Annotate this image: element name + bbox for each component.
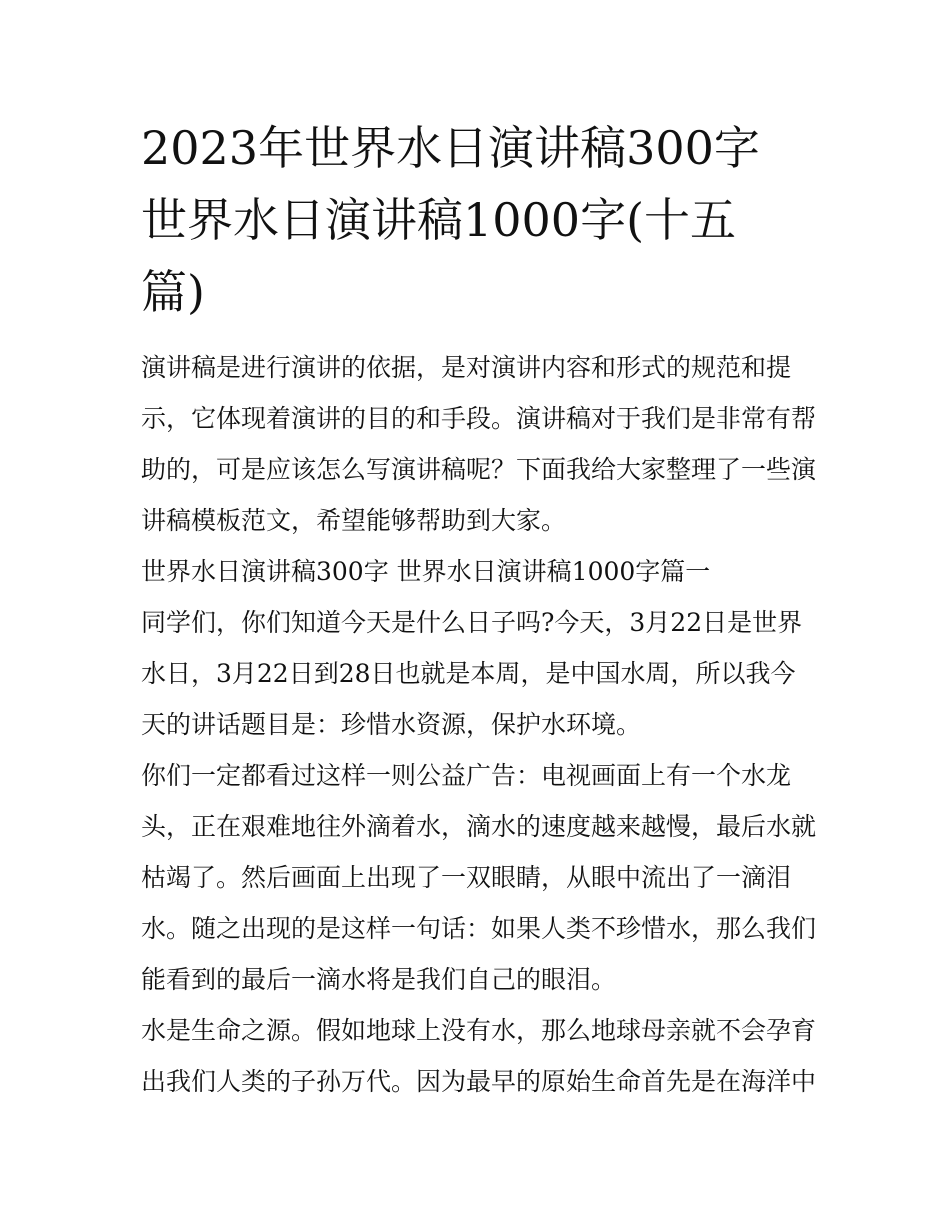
section-heading — [141, 546, 811, 597]
intro-paragraph — [141, 342, 817, 546]
title-line-2: 世界水日演讲稿1000字(十五 — [141, 193, 737, 247]
text-line: 演讲稿是进行演讲的依据，是对演讲内容和形式的规范和提 — [141, 353, 792, 382]
body-paragraph — [141, 750, 817, 1005]
title-line-3: 篇) — [141, 265, 205, 319]
text-line: 天的讲话题目是：珍惜水资源，保护水环境。 — [141, 710, 642, 739]
title-line-1: 2023年世界水日演讲稿300字 — [141, 121, 760, 175]
document-title — [141, 112, 811, 328]
text-line: 出我们人类的子孙万代。因为最早的原始生命首先是在海洋中 — [141, 1067, 817, 1096]
text-line: 能看到的最后一滴水将是我们自己的眼泪。 — [141, 965, 617, 994]
document-body — [141, 342, 817, 1107]
text-line: 助的，可是应该怎么写演讲稿呢？下面我给大家整理了一些演 — [141, 455, 817, 484]
body-paragraph — [141, 1005, 817, 1107]
document-page — [141, 112, 817, 1107]
text-line: 世界水日演讲稿300字 世界水日演讲稿1000字篇一 — [141, 557, 711, 586]
text-line: 同学们，你们知道今天是什么日子吗?今天，3月22日是世界 — [141, 608, 803, 637]
text-line: 你们一定都看过这样一则公益广告：电视画面上有一个水龙 — [141, 761, 792, 790]
text-line: 水。随之出现的是这样一句话：如果人类不珍惜水，那么我们 — [141, 914, 817, 943]
text-line: 水日，3月22日到28日也就是本周，是中国水周，所以我今 — [141, 659, 796, 688]
body-paragraph — [141, 597, 811, 750]
text-line: 水是生命之源。假如地球上没有水，那么地球母亲就不会孕育 — [141, 1016, 817, 1045]
text-line: 示，它体现着演讲的目的和手段。演讲稿对于我们是非常有帮 — [141, 404, 817, 433]
text-line: 头，正在艰难地往外滴着水，滴水的速度越来越慢，最后水就 — [141, 812, 817, 841]
text-line: 讲稿模板范文，希望能够帮助到大家。 — [141, 506, 567, 535]
text-line: 枯竭了。然后画面上出现了一双眼睛，从眼中流出了一滴泪 — [141, 863, 792, 892]
